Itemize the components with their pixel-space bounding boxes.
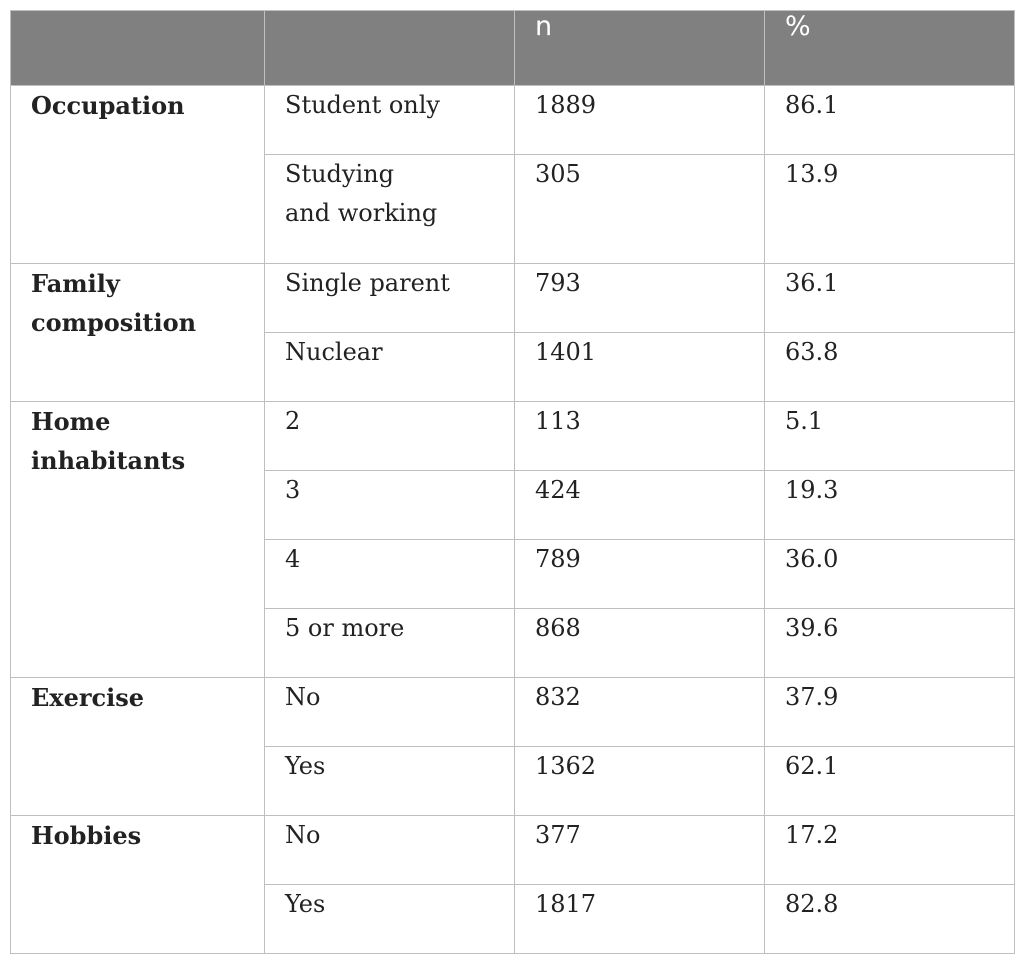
category-cell: Nuclear xyxy=(265,333,515,402)
category-cell: 3 xyxy=(265,471,515,540)
percent-cell: 36.1 xyxy=(765,264,1015,333)
category-cell: Yes xyxy=(265,885,515,954)
group-label-occupation: Occupation xyxy=(11,86,265,264)
percent-cell: 36.0 xyxy=(765,540,1015,609)
category-cell: No xyxy=(265,816,515,885)
group-label-family-composition: Family composition xyxy=(11,264,265,402)
group-label-hobbies: Hobbies xyxy=(11,816,265,954)
header-percent: % xyxy=(765,11,1015,86)
percent-cell: 86.1 xyxy=(765,86,1015,155)
n-cell: 868 xyxy=(515,609,765,678)
table-row xyxy=(11,816,1015,885)
n-cell: 1401 xyxy=(515,333,765,402)
category-cell: 4 xyxy=(265,540,515,609)
category-cell: Studying and working xyxy=(265,155,515,264)
percent-cell: 39.6 xyxy=(765,609,1015,678)
category-cell: 5 or more xyxy=(265,609,515,678)
n-cell: 377 xyxy=(515,816,765,885)
n-cell: 305 xyxy=(515,155,765,264)
n-cell: 1889 xyxy=(515,86,765,155)
header-category xyxy=(265,11,515,86)
category-cell: Single parent xyxy=(265,264,515,333)
n-cell: 789 xyxy=(515,540,765,609)
header-row xyxy=(11,11,1015,86)
data-table xyxy=(10,10,1015,954)
percent-cell: 19.3 xyxy=(765,471,1015,540)
n-cell: 1817 xyxy=(515,885,765,954)
percent-cell: 82.8 xyxy=(765,885,1015,954)
category-cell: No xyxy=(265,678,515,747)
group-label-home-inhabitants: Home inhabitants xyxy=(11,402,265,678)
percent-cell: 63.8 xyxy=(765,333,1015,402)
percent-cell: 37.9 xyxy=(765,678,1015,747)
n-cell: 1362 xyxy=(515,747,765,816)
category-cell: Student only xyxy=(265,86,515,155)
n-cell: 793 xyxy=(515,264,765,333)
header-n: n xyxy=(515,11,765,86)
category-cell: 2 xyxy=(265,402,515,471)
n-cell: 424 xyxy=(515,471,765,540)
percent-cell: 13.9 xyxy=(765,155,1015,264)
n-cell: 113 xyxy=(515,402,765,471)
table-row xyxy=(11,678,1015,747)
header-group xyxy=(11,11,265,86)
table-row xyxy=(11,264,1015,333)
group-label-exercise: Exercise xyxy=(11,678,265,816)
percent-cell: 17.2 xyxy=(765,816,1015,885)
n-cell: 832 xyxy=(515,678,765,747)
category-cell: Yes xyxy=(265,747,515,816)
table-row xyxy=(11,402,1015,471)
percent-cell: 5.1 xyxy=(765,402,1015,471)
table-row xyxy=(11,86,1015,155)
percent-cell: 62.1 xyxy=(765,747,1015,816)
